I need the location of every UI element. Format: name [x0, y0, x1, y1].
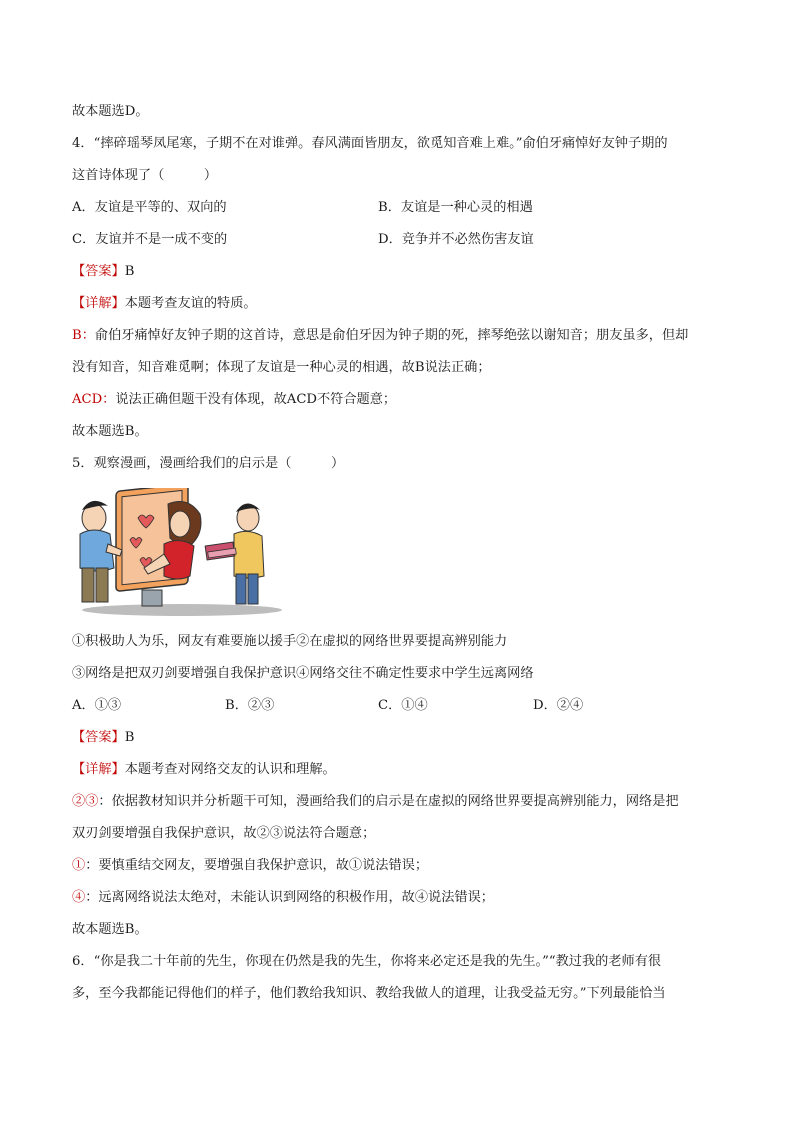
question-4-stem-line1: 4．“摔碎瑶琴凤尾寒，子期不在对谁弹。春风满面皆朋友，欲觅知音难上难。”俞伯牙痛悼好友钟子期的 [72, 136, 668, 151]
online-dating-cartoon-image [72, 488, 284, 618]
q5-statement-3-4: ③网络是把双刃剑要增强自我保护意识④网络交往不确定性要求中学生远离网络 [72, 666, 534, 681]
explain-prefix: ②③ [72, 794, 99, 809]
conclusion-q4: 故本题选B。 [72, 424, 148, 439]
detail-text: 本题考查对网络交友的认识和理解。 [124, 762, 336, 777]
q4-explain-acd [72, 391, 396, 409]
q5-explain-23-line1 [72, 793, 679, 811]
answer-value: B [124, 264, 135, 279]
q5-statement-1-2: ①积极助人为乐，网友有难要施以援手②在虚拟的网络世界要提高辨别能力 [72, 634, 508, 649]
detail-text: 本题考查友谊的特质。 [124, 296, 257, 311]
q4-detail [72, 295, 257, 313]
question-6-stem-line2: 多，至今我都能记得他们的样子，他们教给我知识、教给我做人的道理，让我受益无穷。”下列最能恰当 [72, 986, 666, 1001]
q4-answer [72, 263, 134, 281]
conclusion-q5: 故本题选B。 [72, 922, 148, 937]
explain-text: ：依据教材知识并分析题干可知，漫画给我们的启示是在虚拟的网络世界要提高辨别能力，网络是把 [98, 794, 679, 809]
explain-prefix: B： [72, 328, 95, 343]
question-5-stem: 5．观察漫画，漫画给我们的启示是（ ） [72, 456, 345, 471]
q4-explain-b-line1 [72, 327, 688, 345]
q4-explain-b-line2: 没有知音，知音难觅啊；体现了友谊是一种心灵的相遇，故B说法正确； [72, 360, 491, 375]
explain-prefix: ④ [72, 890, 86, 905]
explain-prefix: ACD： [72, 392, 116, 407]
q4-option-c: C．友谊并不是一成不变的 [72, 232, 228, 247]
q5-explain-23-line2: 双刃剑要增强自我保护意识，故②③说法符合题意； [72, 826, 376, 841]
q5-explain-1 [72, 857, 428, 875]
explain-text: 说法正确但题干没有体现，故ACD不符合题意； [115, 392, 397, 407]
q4-option-a: A．友谊是平等的、双向的 [72, 200, 227, 215]
explain-prefix: ① [72, 858, 86, 873]
q5-option-d: D．②④ [533, 698, 584, 713]
explain-text: ：要慎重结交网友，要增强自我保护意识，故①说法错误； [85, 858, 429, 873]
q4-option-b: B．友谊是一种心灵的相遇 [378, 200, 533, 215]
question-6-stem-line1: 6．“你是我二十年前的先生，你现在仍然是我的先生，你将来必定还是我的先生。”“教过我的老师有很 [72, 954, 662, 969]
q5-option-b: B．②③ [225, 698, 275, 713]
detail-tag: 【详解】 [72, 296, 125, 311]
explain-text: ：远离网络说法太绝对，未能认识到网络的积极作用，故④说法错误； [85, 890, 494, 905]
q5-option-c: C．①④ [378, 698, 428, 713]
q5-detail [72, 761, 336, 779]
q5-option-a: A．①③ [72, 698, 122, 713]
explain-text: 俞伯牙痛悼好友钟子期的这首诗，意思是俞伯牙因为钟子期的死，摔琴绝弦以谢知音；朋友虽多，但却 [94, 328, 689, 343]
conclusion-q3: 故本题选D。 [72, 104, 149, 119]
q5-answer [72, 729, 134, 747]
q4-option-d: D．竞争并不必然伤害友谊 [378, 232, 534, 247]
answer-value: B [124, 730, 135, 745]
detail-tag: 【详解】 [72, 762, 125, 777]
question-4-stem-line2: 这首诗体现了（ ） [72, 168, 218, 183]
answer-tag: 【答案】 [72, 264, 125, 279]
answer-tag: 【答案】 [72, 730, 125, 745]
q5-explain-4 [72, 889, 494, 907]
